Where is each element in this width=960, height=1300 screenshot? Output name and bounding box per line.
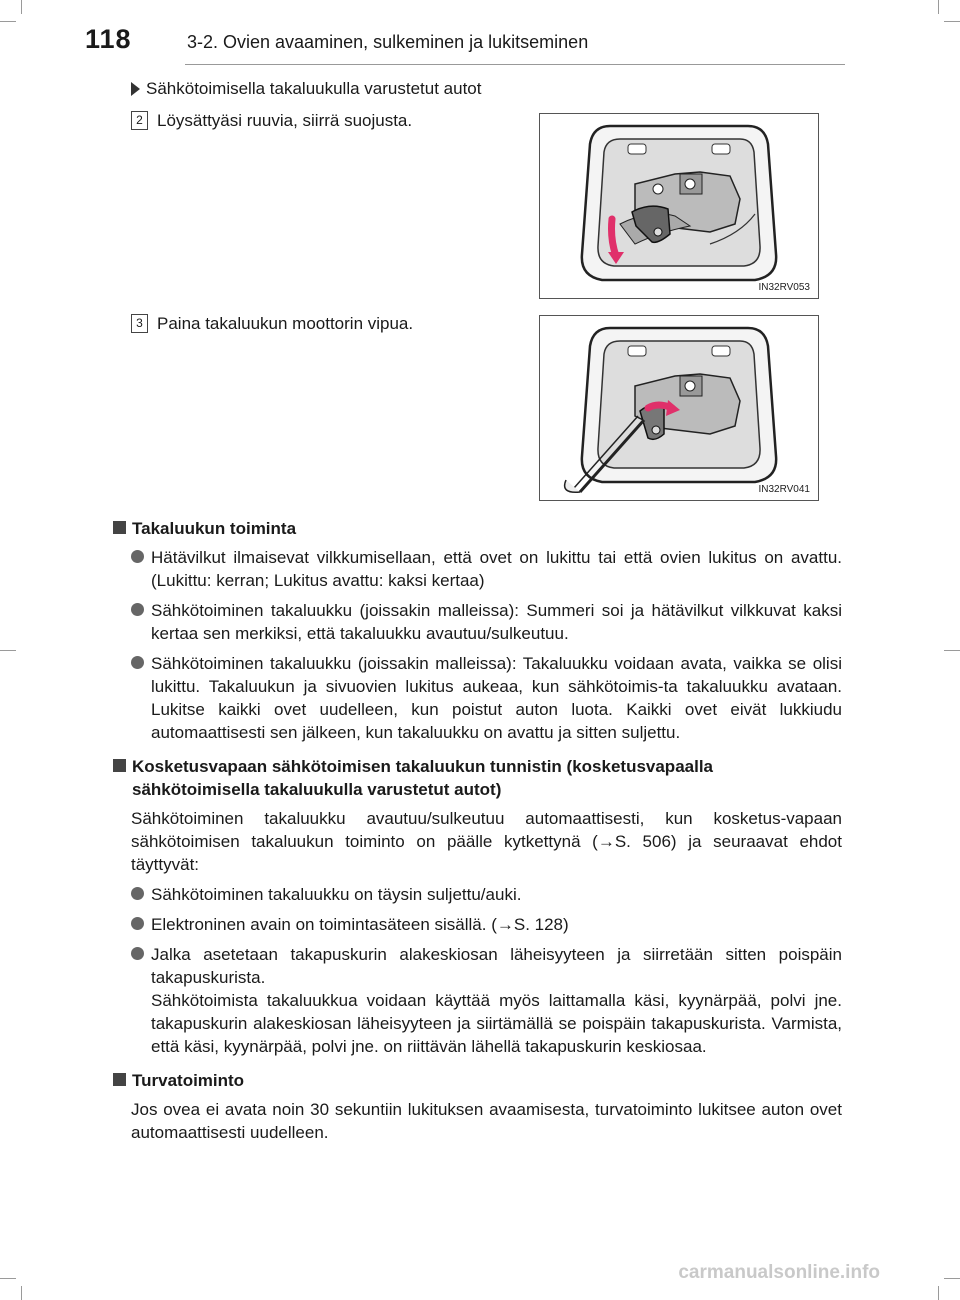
body-text <box>112 517 842 1151</box>
section-heading: Takaluukun toiminta <box>112 517 842 540</box>
crop-mark <box>944 650 960 651</box>
section-heading: Turvatoiminto <box>112 1069 842 1092</box>
crop-mark <box>0 650 16 651</box>
tailgate-illustration <box>540 114 818 298</box>
step-2 <box>131 111 412 131</box>
crop-mark <box>21 1286 22 1300</box>
square-bullet-icon <box>113 1073 126 1086</box>
square-bullet-icon <box>113 521 126 534</box>
list-item: Sähkötoiminen takaluukku on täysin suljettu/auki. <box>131 883 842 906</box>
section-title: 3-2. Ovien avaaminen, sulkeminen ja lukitseminen <box>187 32 589 52</box>
circle-bullet-icon <box>131 887 144 900</box>
subheading-text: Sähkötoimisella takaluukulla varustetut autot <box>146 79 482 98</box>
circle-bullet-icon <box>131 603 144 616</box>
page-number: 118 <box>85 24 132 54</box>
circle-bullet-icon <box>131 917 144 930</box>
subheading <box>131 79 481 99</box>
step-number: 2 <box>131 111 148 130</box>
circle-bullet-icon <box>131 656 144 669</box>
figure-code: IN32RV041 <box>758 484 810 495</box>
step-text: Paina takaluukun moottorin vipua. <box>157 314 414 333</box>
list-item: Jalka asetetaan takapuskurin alakeskiosan läheisyyteen ja siirretään sitten poispäin takapuskurista. Sähkötoimista takaluukkua voidaan käyttää myös laittamalla käsi, kyynärpää, polvi jne. takapuskurin alakeskiosan läheisyyteen ja siirtämällä se poispäin takapuskurista. Varmista, että käsi, kyynärpää, polvi jne. on riittävän lähellä takapuskurin keskiosaa. <box>131 943 842 1058</box>
circle-bullet-icon <box>131 550 144 563</box>
arrow-right-icon <box>131 82 140 96</box>
circle-bullet-icon <box>131 947 144 960</box>
header-rule <box>185 64 845 65</box>
list-item: Elektroninen avain on toimintasäteen sisällä. (→S. 128) <box>131 913 842 936</box>
tailgate-illustration <box>540 316 818 500</box>
crop-mark <box>938 1286 939 1300</box>
list-item: Hätävilkut ilmaisevat vilkkumisellaan, että ovet on lukittu tai että ovien lukitus on avattu. (Lukittu: kerran; Lukitus avattu: kaksi kertaa) <box>131 546 842 592</box>
step-text: Löysättyäsi ruuvia, siirrä suojusta. <box>157 111 413 130</box>
crop-mark <box>944 1278 960 1279</box>
paragraph: Sähkötoiminen takaluukku avautuu/sulkeutuu automaattisesti, kun kosketus-vapaan sähkötoimisen takaluukun toiminto on päälle kytkettynä (→S. 506) ja seuraavat ehdot täyttyvät: <box>131 809 842 874</box>
watermark: carmanualsonline.info <box>678 1262 880 1283</box>
page-header <box>0 18 960 64</box>
step-3 <box>131 314 413 334</box>
list-item: Sähkötoiminen takaluukku (joissakin malleissa): Summeri soi ja hätävilkut vilkkuvat kaksi kertaa sen merkiksi, että takaluukku avautuu/sulkeutuu. <box>131 599 842 645</box>
figure-code: IN32RV053 <box>758 282 810 293</box>
figure-cover-screw <box>539 113 819 299</box>
list-item: Sähkötoiminen takaluukku (joissakin malleissa): Takaluukku voidaan avata, vaikka se olisi lukittu. Takaluukun ja sivuovien lukitus aukeaa, kun sähkötoimis-ta takaluukku avataan. Lukitse kaikki ovet uudelleen, kun poistut auton luota. Kaikki ovet eivät lukkiudu automaattisesti sen jälkeen, kun takaluukku on avattu ja sitten suljettu. <box>131 652 842 744</box>
step-number: 3 <box>131 314 148 333</box>
figure-motor-lever <box>539 315 819 501</box>
section-heading: Kosketusvapaan sähkötoimisen takaluukun tunnistin (kosketusvapaalla sähkötoimisella takaluukulla varustetut autot) <box>112 755 842 801</box>
crop-mark <box>0 1278 16 1279</box>
square-bullet-icon <box>113 759 126 772</box>
paragraph: Jos ovea ei avata noin 30 sekuntiin lukituksen avaamisesta, turvatoiminto lukitsee auton ovet automaattisesti uudelleen. <box>131 1100 842 1142</box>
crop-mark <box>21 0 22 14</box>
crop-mark <box>938 0 939 14</box>
